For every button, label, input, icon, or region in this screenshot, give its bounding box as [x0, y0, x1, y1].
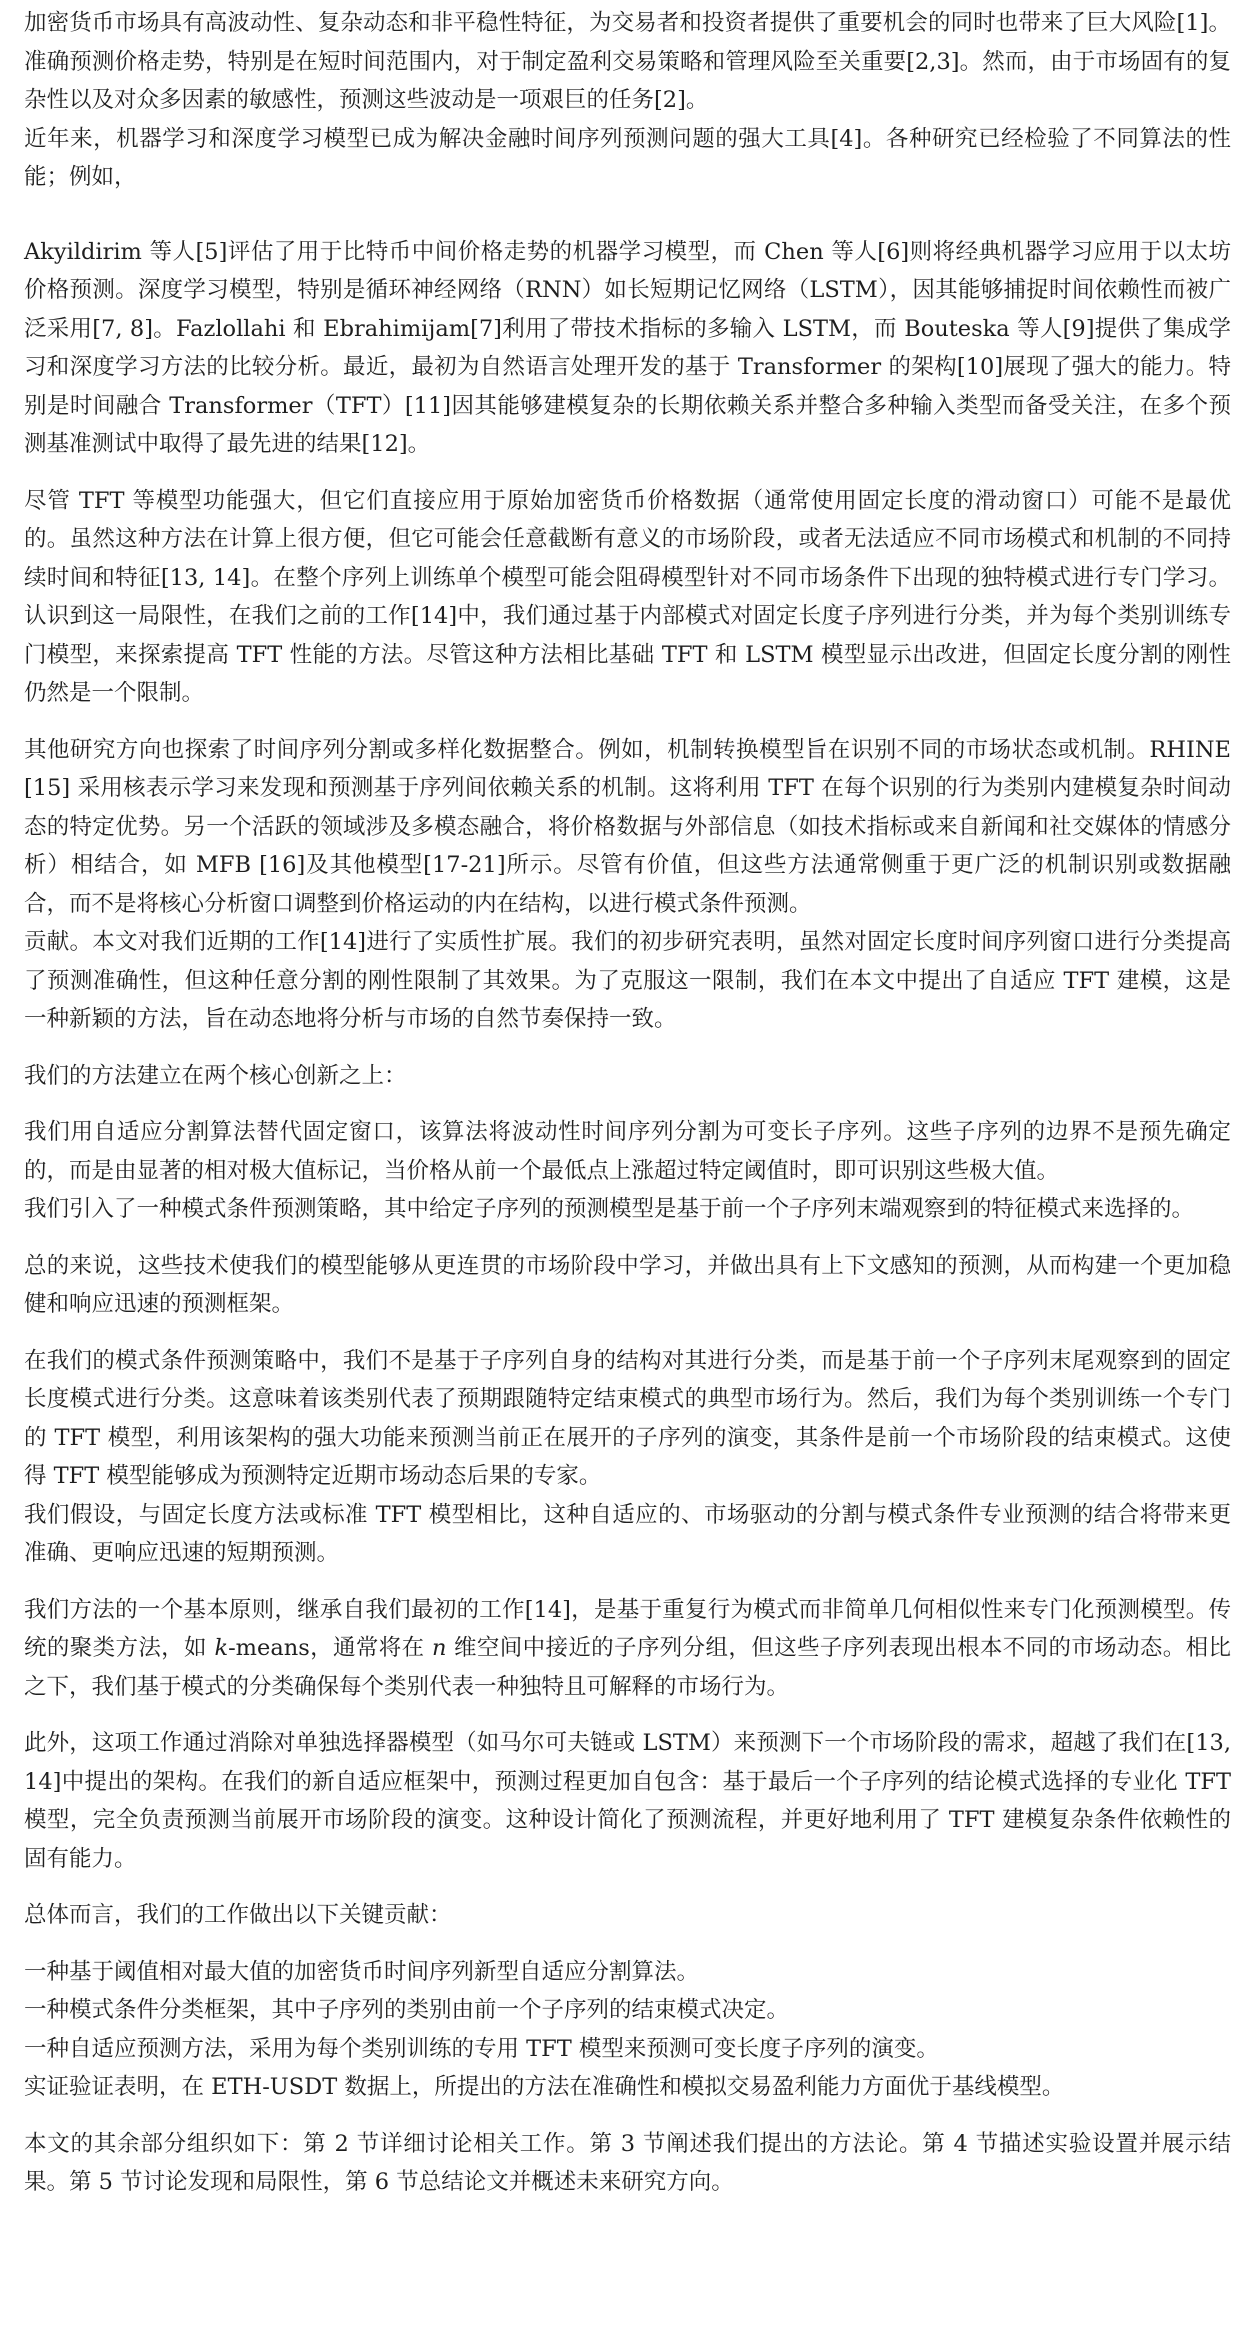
paragraph-tft-limitations: 尽管 TFT 等模型功能强大，但它们直接应用于原始加密货币价格数据（通常使用固定长度的滑动窗口）可能不是最优的。虽然这种方法在计算上很方便，但它可能会任意截断有意义的市场阶段，或者无法适应不同市场模式和机制的不同持续时间和特征[13, 14]。在整个序列上训练单个模型可能会阻碍模型针对不同市场条件下出现的独特模式进行专门学习。认识到这一局限性，在我们之前的工作[14]中，我们通过基于内部模式对固定长度子序列进行分类，并为每个类别训练专门模型，来探索提高 TFT 性能的方法。尽管这种方法相比基础 TFT 和 LSTM 模型显示出改进，但固定长度分割的刚性仍然是一个限制。	[24, 487, 1231, 706]
paragraph-summary: 总的来说，这些技术使我们的模型能够从更连贯的市场阶段中学习，并做出具有上下文感知的预测，从而构建一个更加稳健和响应迅速的预测框架。	[24, 1252, 1231, 1317]
principle-text-2: -means，通常将在	[228, 1635, 432, 1661]
paragraph-contribution: 贡献。本文对我们近期的工作[14]进行了实质性扩展。我们的初步研究表明，虽然对固定长度时间序列窗口进行分类提高了预测准确性，但这种任意分割的刚性限制了其效果。为了克服这一限制，我们在本文中提出了自适应 TFT 建模，这是一种新颖的方法，旨在动态地将分析与市场的自然节奏保持一致。	[24, 929, 1231, 1032]
paragraph-intro-2: 近年来，机器学习和深度学习模型已成为解决金融时间序列预测问题的强大工具[4]。各种研究已经检验了不同算法的性能；例如，	[24, 125, 1231, 190]
math-n: n	[431, 1635, 447, 1661]
paragraph-contributions-intro: 总体而言，我们的工作做出以下关键贡献：	[24, 1902, 452, 1928]
principle-text-3: 维空间中接近的子序列分组，但这些子序列表现出根本不同的市场动态。相比之下，我们基于模式的分类确保每个类别代表一种独特且可解释的市场行为。	[24, 1635, 1232, 1700]
contribution-item-2: 一种模式条件分类框架，其中子序列的类别由前一个子序列的结束模式决定。	[24, 1997, 790, 2023]
contribution-item-1: 一种基于阈值相对最大值的加密货币时间序列新型自适应分割算法。	[24, 1958, 700, 1985]
paragraph-strategy: 在我们的模式条件预测策略中，我们不是基于子序列自身的结构对其进行分类，而是基于前一个子序列末尾观察到的固定长度模式进行分类。这意味着该类别代表了预期跟随特定结束模式的典型市场行为。然后，我们为每个类别训练一个专门的 TFT 模型，利用该架构的强大功能来预测当前正在展开的子序列的演变，其条件是前一个市场阶段的结束模式。这使得 TFT 模型能够成为预测特定近期市场动态后果的专家。	[24, 1347, 1231, 1489]
paragraph-core-innovations: 我们的方法建立在两个核心创新之上：	[24, 1062, 407, 1089]
contribution-item-4: 实证验证表明，在 ETH-USDT 数据上，所提出的方法在准确性和模拟交易盈利能力方面优于基线模型。	[24, 2074, 1065, 2100]
paragraph-beyond-architecture: 此外，这项工作通过消除对单独选择器模型（如马尔可夫链或 LSTM）来预测下一个市场阶段的需求，超越了我们在[13, 14]中提出的架构。在我们的新自适应框架中，预测过程更加自包含：基于最后一个子序列的结论模式选择的专业化 TFT 模型，完全负责预测当前展开市场阶段的演变。这种设计简化了预测流程，并更好地利用了 TFT 建模复杂条件依赖性的固有能力。	[24, 1730, 1231, 1872]
paragraph-intro-1: 加密货币市场具有高波动性、复杂动态和非平稳性特征，为交易者和投资者提供了重要机会的同时也带来了巨大风险[1]。准确预测价格走势，特别是在短时间范围内，对于制定盈利交易策略和管理风险至关重要[2,3]。然而，由于市场固有的复杂性以及对众多因素的敏感性，预测这些波动是一项艰巨的任务[2]。	[24, 10, 1231, 113]
paragraph-hypothesis: 我们假设，与固定长度方法或标准 TFT 模型相比，这种自适应的、市场驱动的分割与模式条件专业预测的结合将带来更准确、更响应迅速的短期预测。	[24, 1501, 1231, 1566]
paragraph-adaptive-segmentation: 我们用自适应分割算法替代固定窗口，该算法将波动性时间序列分割为可变长子序列。这些子序列的边界不是预先确定的，而是由显著的相对极大值标记，当价格从前一个最低点上涨超过特定阈值时，即可识别这些极大值。	[24, 1119, 1231, 1184]
principle-text-1: 我们方法的一个基本原则，继承自我们最初的工作[14]，是基于重复行为模式而非简单几何相似性来专门化预测模型。传统的聚类方法，如	[24, 1596, 1231, 1661]
paragraph-principle	[24, 1591, 1231, 1707]
math-k: k	[214, 1635, 229, 1661]
paragraph-pattern-conditioned: 我们引入了一种模式条件预测策略，其中给定子序列的预测模型是基于前一个子序列末端观察到的特征模式来选择的。	[24, 1196, 1195, 1222]
paragraph-related-models: Akyildirim 等人[5]评估了用于比特币中间价格走势的机器学习模型，而 Chen 等人[6]则将经典机器学习应用于以太坊价格预测。深度学习模型，特别是循环神经网络（RNN）如长短期记忆网络（LSTM），因其能够捕捉时间依赖性而被广泛采用[7, 8]。Fazlollahi 和 Ebrahimijam[7]利用了带技术指标的多输入 LSTM，而 Bouteska 等人[9]提供了集成学习和深度学习方法的比较分析。最近，最初为自然语言处理开发的基于 Transformer 的架构[10]展现了强大的能力。特别是时间融合 Transformer（TFT）[11]因其能够建模复杂的长期依赖关系并整合多种输入类型而备受关注，在多个预测基准测试中取得了最先进的结果[12]。	[24, 238, 1231, 457]
paragraph-other-directions: 其他研究方向也探索了时间序列分割或多样化数据整合。例如，机制转换模型旨在识别不同的市场状态或机制。RHINE [15] 采用核表示学习来发现和预测基于序列间依赖关系的机制。这将利用 TFT 在每个识别的行为类别内建模复杂时间动态的特定优势。另一个活跃的领域涉及多模态融合，将价格数据与外部信息（如技术指标或来自新闻和社交媒体的情感分析）相结合，如 MFB [16]及其他模型[17-21]所示。尽管有价值，但这些方法通常侧重于更广泛的机制识别或数据融合，而不是将核心分析窗口调整到价格运动的内在结构，以进行模式条件预测。	[24, 736, 1231, 917]
contribution-item-3: 一种自适应预测方法，采用为每个类别训练的专用 TFT 模型来预测可变长度子序列的演变。	[24, 2035, 939, 2062]
paragraph-organization: 本文的其余部分组织如下：第 2 节详细讨论相关工作。第 3 节阐述我们提出的方法论。第 4 节描述实验设置并展示结果。第 5 节讨论发现和局限性，第 6 节总结论文并概述未来研究方向。	[24, 2130, 1231, 2195]
